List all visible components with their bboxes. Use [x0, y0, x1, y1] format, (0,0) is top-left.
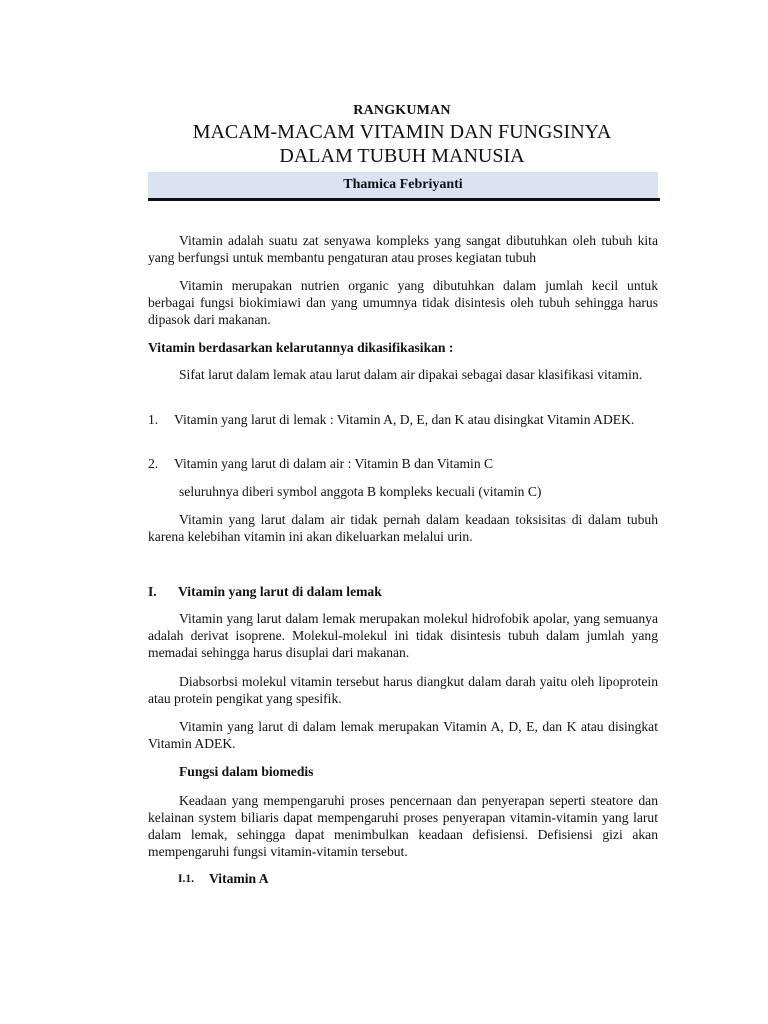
section-1-paragraph-3: Vitamin yang larut di dalam lemak merupakan Vitamin A, D, E, dan K atau disingkat Vitamin ADEK.: [148, 719, 658, 751]
section-1-paragraph-1: Vitamin yang larut dalam lemak merupakan molekul hidrofobik apolar, yang semuanya adalah derivat isoprene. Molekul-molekul ini tidak disintesis tubuh dalam jumlah yang memadai sehingga harus disuplai dari makanan.: [148, 611, 658, 660]
intro-paragraph-2: Vitamin merupakan nutrien organic yang dibutuhkan dalam jumlah kecil untuk berbagai fungsi biokimiawi dan yang umumnya tidak disintesis oleh tubuh sehingga harus dipasok dari makanan.: [148, 278, 658, 327]
list-item-1-text: Vitamin yang larut di lemak : Vitamin A, D, E, dan K atau disingkat Vitamin ADEK.: [174, 412, 635, 427]
author-band: [148, 172, 658, 198]
section-1-subheading: Fungsi dalam biomedis: [179, 764, 314, 779]
author-name: Thamica Febriyanti: [343, 177, 463, 192]
subsection-1-number: I.1.: [178, 873, 194, 885]
document-title: [0, 120, 768, 168]
section-1-paragraph-4: Keadaan yang mempengaruhi proses pencernaan dan penyerapan seperti steatore dan kelainan system biliaris dapat mempengaruhi proses penyerapan vitamin-vitamin yang larut dalam lemak, sehingga dapat menimbulkan keadaan defisiensi. Defisiensi gizi akan mempengaruhi fungsi vitamin-vitamin tersebut.: [148, 793, 658, 859]
document-label: RANGKUMAN: [353, 103, 451, 118]
list-item-1-number: 1.: [148, 412, 159, 427]
intro-paragraph-1: Vitamin adalah suatu zat senyawa kompleks yang sangat dibutuhkan oleh tubuh kita yang berfungsi untuk membantu pengaturan atau proses kegiatan tubuh: [148, 233, 658, 265]
intro-paragraph-3: Sifat larut dalam lemak atau larut dalam air dipakai sebagai dasar klasifikasi vitamin.: [179, 367, 643, 382]
title-divider: [148, 198, 660, 201]
list-item-2-number: 2.: [148, 456, 159, 471]
section-1-number: I.: [148, 584, 157, 599]
section-1-paragraph-2: Diabsorbsi molekul vitamin tersebut harus diangkut dalam darah yaitu oleh lipoprotein atau protein pengikat yang spesifik.: [148, 674, 658, 706]
section-1-title: Vitamin yang larut di dalam lemak: [178, 584, 382, 599]
title-line-2: DALAM TUBUH MANUSIA: [279, 145, 525, 167]
list-note: seluruhnya diberi symbol anggota B kompleks kecuali (vitamin C): [179, 484, 542, 499]
subsection-1-title: Vitamin A: [209, 871, 269, 886]
intro-paragraph-4: Vitamin yang larut dalam air tidak pernah dalam keadaan toksisitas di dalam tubuh karena kelebihan vitamin ini akan dikeluarkan melalui urin.: [148, 512, 658, 544]
title-line-1: MACAM-MACAM VITAMIN DAN FUNGSINYA: [192, 121, 612, 143]
classification-heading: Vitamin berdasarkan kelarutannya dikasifikasikan :: [148, 340, 454, 355]
list-item-2-text: Vitamin yang larut di dalam air : Vitamin B dan Vitamin C: [174, 456, 494, 471]
